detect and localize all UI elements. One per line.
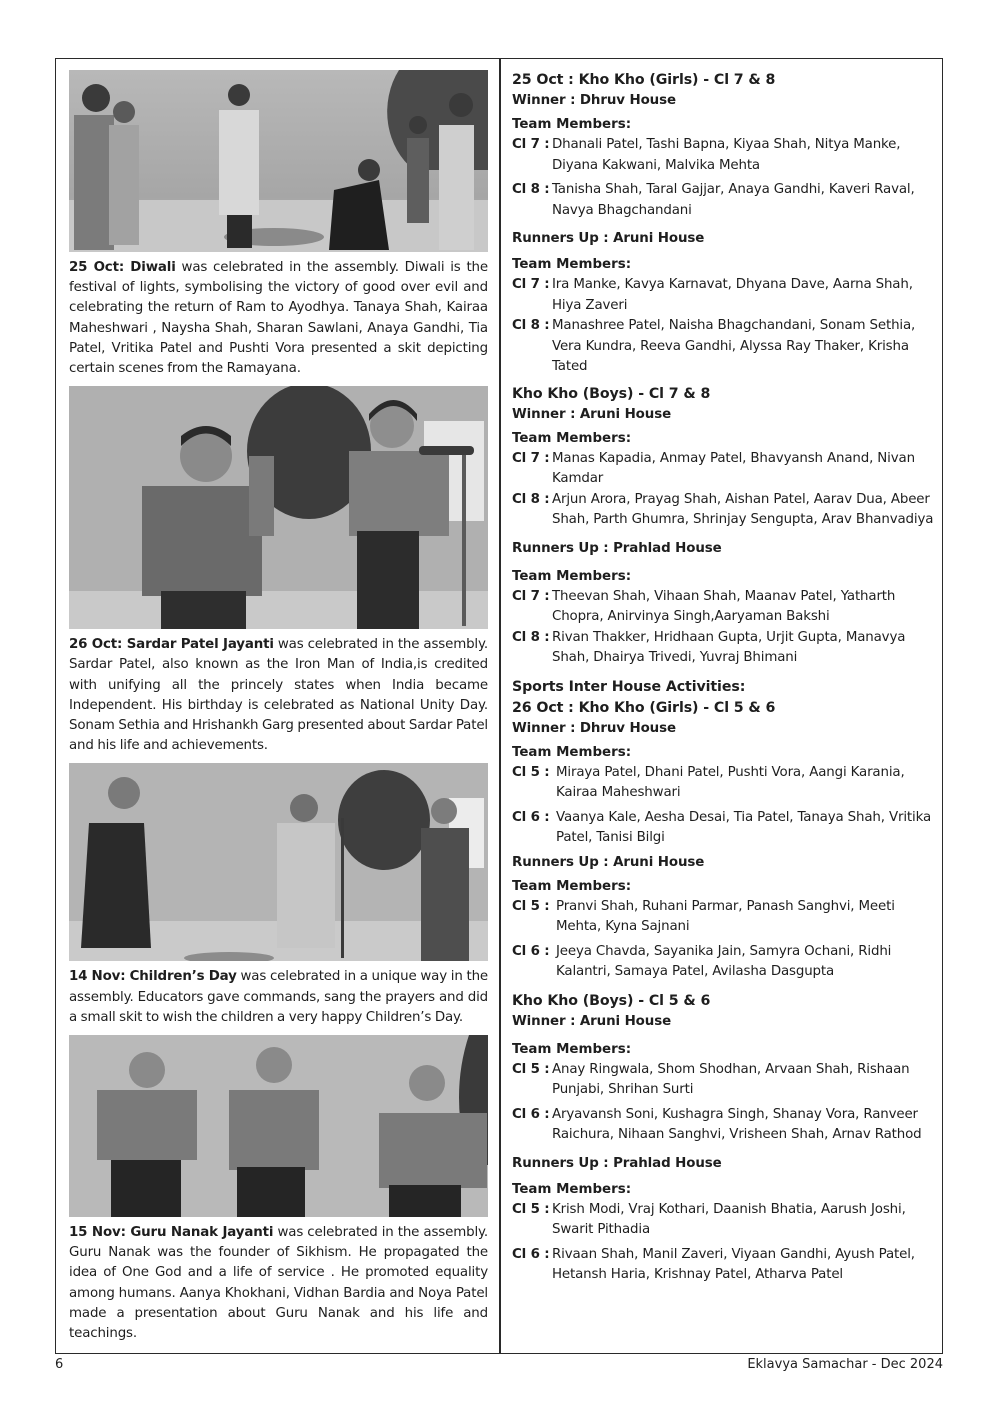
- class-row: [512, 808, 937, 849]
- class-row: [512, 135, 937, 176]
- class-label: Cl 6 :: [512, 1246, 555, 1262]
- caption-childrens-day: [69, 967, 488, 1028]
- class-row: [512, 897, 937, 938]
- member-names: Anay Ringwala, Shom Shodhan, Arvaan Shah, Rishaan Punjabi, Shrihan Surti: [552, 1061, 910, 1097]
- class-label: Cl 6 :: [512, 1106, 555, 1122]
- class-label: Cl 5 :: [512, 1061, 555, 1077]
- member-names: Theevan Shah, Vihaan Shah, Maanav Patel, Yatharth Chopra, Anirvinya Singh,Aaryaman Bakshi: [552, 588, 896, 624]
- class-row: [512, 587, 937, 628]
- event-kho-kho-girls-5-6: [512, 698, 937, 983]
- runners-up-label: Runners Up : Prahlad House: [512, 1155, 722, 1171]
- class-label: Cl 8 :: [512, 182, 555, 197]
- member-names: Ira Manke, Kavya Karnavat, Dhyana Dave, Aarna Shah, Hiya Zaveri: [552, 277, 913, 313]
- class-row: [512, 942, 937, 983]
- event-title: 25 Oct : Kho Kho (Girls) - Cl 7 & 8: [512, 72, 776, 88]
- event-title: Kho Kho (Boys) - Cl 7 & 8: [512, 385, 711, 402]
- class-label: Cl 6 :: [512, 809, 555, 825]
- event-title: Kho Kho (Boys) - Cl 5 & 6: [512, 992, 711, 1009]
- team-members-label: Team Members:: [512, 568, 632, 584]
- team-members-label: Team Members:: [512, 257, 632, 272]
- caption-childrens-day-body: was celebrated in a unique way in the assembly. Educators gave commands, sang the prayers and did a small skit to wish the children a very happy Children’s Day.: [69, 969, 488, 1025]
- event-kho-kho-boys-7-8: [512, 384, 937, 669]
- member-names: Vaanya Kale, Aesha Desai, Tia Patel, Tanaya Shah, Vritika Patel, Tanisi Bilgi: [556, 809, 932, 845]
- class-row: [512, 763, 937, 804]
- team-members-label: Team Members:: [512, 1181, 632, 1197]
- caption-sardar-patel-lead: 26 Oct: Sardar Patel Jayanti: [69, 637, 274, 653]
- caption-guru-nanak-lead: 15 Nov: Guru Nanak Jayanti: [69, 1225, 274, 1241]
- event-kho-kho-girls-7-8: [512, 70, 937, 378]
- runners-up-label: Runners Up : Prahlad House: [512, 540, 722, 556]
- winner-label: Winner : Aruni House: [512, 1013, 672, 1029]
- caption-sardar-patel: [69, 635, 488, 756]
- section-heading: Sports Inter House Activities:: [512, 678, 746, 695]
- class-label: Cl 7 :: [512, 588, 555, 604]
- winner-label: Winner : Dhruv House: [512, 720, 676, 736]
- class-row: [512, 1200, 937, 1241]
- event-kho-kho-boys-5-6: [512, 991, 937, 1286]
- class-row: [512, 1245, 937, 1286]
- member-names: Rivan Thakker, Hridhaan Gupta, Urjit Gupta, Manavya Shah, Dhairya Trivedi, Yuvraj Bhimani: [552, 629, 906, 665]
- class-row: [512, 449, 937, 490]
- caption-sardar-patel-body: was celebrated in the assembly. Sardar Patel, also known as the Iron Man of India,is credited with unifying all the princely states when India became Independent. His birthday is celebrated as National Unity Day. Sonam Sethia and Hrishankh Garg presented about Sardar Patel and his life and achievements.: [69, 637, 488, 754]
- member-names: Aryavansh Soni, Kushagra Singh, Shanay Vora, Ranveer Raichura, Nihaan Sanghvi, Vrisheen Shah, Arnav Rathod: [552, 1106, 922, 1142]
- event-title: 26 Oct : Kho Kho (Girls) - Cl 5 & 6: [512, 699, 776, 716]
- member-names: Arjun Arora, Prayag Shah, Aishan Patel, Aarav Dua, Abeer Shah, Parth Ghumra, Shrinjay Sengupta, Arav Bhanvadiya: [552, 491, 934, 527]
- photo-guru-nanak: [69, 1035, 488, 1217]
- diwali-photo-image: [69, 70, 488, 252]
- member-names: Pranvi Shah, Ruhani Parmar, Panash Sanghvi, Meeti Mehta, Kyna Sajnani: [556, 898, 895, 934]
- class-row: [512, 490, 937, 531]
- team-members-label: Team Members:: [512, 430, 632, 446]
- class-row: [512, 1060, 937, 1101]
- runners-up-label: Runners Up : Aruni House: [512, 231, 705, 246]
- member-names: Tanisha Shah, Taral Gajjar, Anaya Gandhi, Kaveri Raval, Navya Bhagchandani: [552, 182, 915, 218]
- class-label: Cl 6 :: [512, 943, 555, 959]
- class-label: Cl 7 :: [512, 277, 555, 292]
- right-column: [512, 70, 937, 1286]
- photo-childrens-day: [69, 763, 488, 961]
- class-label: Cl 8 :: [512, 318, 555, 333]
- winner-label: Winner : Aruni House: [512, 406, 672, 422]
- guru-nanak-photo-image: [69, 1035, 488, 1217]
- caption-guru-nanak-body: was celebrated in the assembly. Guru Nanak was the founder of Sikhism. He propagated the idea of One God and a life of service . He promoted equality among humans. Aanya Khokhani, Vidhan Bardia and Noya Patel made a presentation about Guru Nanak and his life and teachings.: [69, 1225, 488, 1342]
- column-divider: [499, 58, 501, 1354]
- class-label: Cl 7 :: [512, 450, 555, 466]
- photo-diwali-skit: [69, 70, 488, 252]
- class-row: [512, 275, 937, 316]
- member-names: Jeeya Chavda, Sayanika Jain, Samyra Ochani, Ridhi Kalantri, Samaya Patel, Avilasha Dasgupta: [556, 943, 892, 979]
- caption-childrens-day-lead: 14 Nov: Children’s Day: [69, 969, 237, 985]
- runners-up-label: Runners Up : Aruni House: [512, 854, 705, 870]
- caption-diwali-lead: 25 Oct: Diwali: [69, 260, 176, 275]
- caption-diwali: [69, 258, 488, 379]
- team-members-label: Team Members:: [512, 744, 632, 760]
- class-label: Cl 5 :: [512, 764, 555, 780]
- photo-sardar-patel: [69, 386, 488, 629]
- caption-guru-nanak: [69, 1223, 488, 1344]
- class-row: [512, 1105, 937, 1146]
- class-label: Cl 8 :: [512, 629, 555, 645]
- page-number: 6: [55, 1357, 64, 1372]
- class-label: Cl 8 :: [512, 491, 555, 507]
- team-members-label: Team Members:: [512, 878, 632, 894]
- left-column: [69, 70, 488, 1351]
- member-names: Manashree Patel, Naisha Bhagchandani, Sonam Sethia, Vera Kundra, Reeva Gandhi, Alyssa Ray Thaker, Krisha Tated: [552, 318, 916, 374]
- class-label: Cl 5 :: [512, 1201, 555, 1217]
- member-names: Miraya Patel, Dhani Patel, Pushti Vora, Aangi Karania, Kairaa Maheshwari: [556, 764, 905, 800]
- class-row: [512, 628, 937, 669]
- childrens-day-photo-image: [69, 763, 488, 961]
- class-label: Cl 5 :: [512, 898, 555, 914]
- member-names: Rivaan Shah, Manil Zaveri, Viyaan Gandhi, Ayush Patel, Hetansh Haria, Krishnay Patel, Atharva Patel: [552, 1246, 915, 1282]
- sardar-patel-photo-image: [69, 386, 488, 629]
- team-members-label: Team Members:: [512, 117, 632, 132]
- team-members-label: Team Members:: [512, 1041, 632, 1057]
- member-names: Manas Kapadia, Anmay Patel, Bhavyansh Anand, Nivan Kamdar: [552, 450, 915, 486]
- publication-footer: Eklavya Samachar - Dec 2024: [747, 1357, 943, 1372]
- class-row: [512, 316, 937, 378]
- member-names: Dhanali Patel, Tashi Bapna, Kiyaa Shah, Nitya Manke, Diyana Kakwani, Malvika Mehta: [552, 137, 901, 173]
- caption-diwali-body: was celebrated in the assembly. Diwali is the festival of lights, symbolising the victory of good over evil and celebrating the return of Ram to Ayodhya. Tanaya Shah, Kairaa Maheshwari , Naysha Shah, Sharan Sawlani, Anaya Gandhi, Tia Patel, Vritika Patel and Pushti Vora presented a skit depicting certain scenes from the Ramayana.: [69, 260, 488, 377]
- class-row: [512, 180, 937, 221]
- winner-label: Winner : Dhruv House: [512, 93, 676, 108]
- class-label: Cl 7 :: [512, 137, 555, 152]
- member-names: Krish Modi, Vraj Kothari, Daanish Bhatia, Aarush Joshi, Swarit Pithadia: [552, 1201, 906, 1237]
